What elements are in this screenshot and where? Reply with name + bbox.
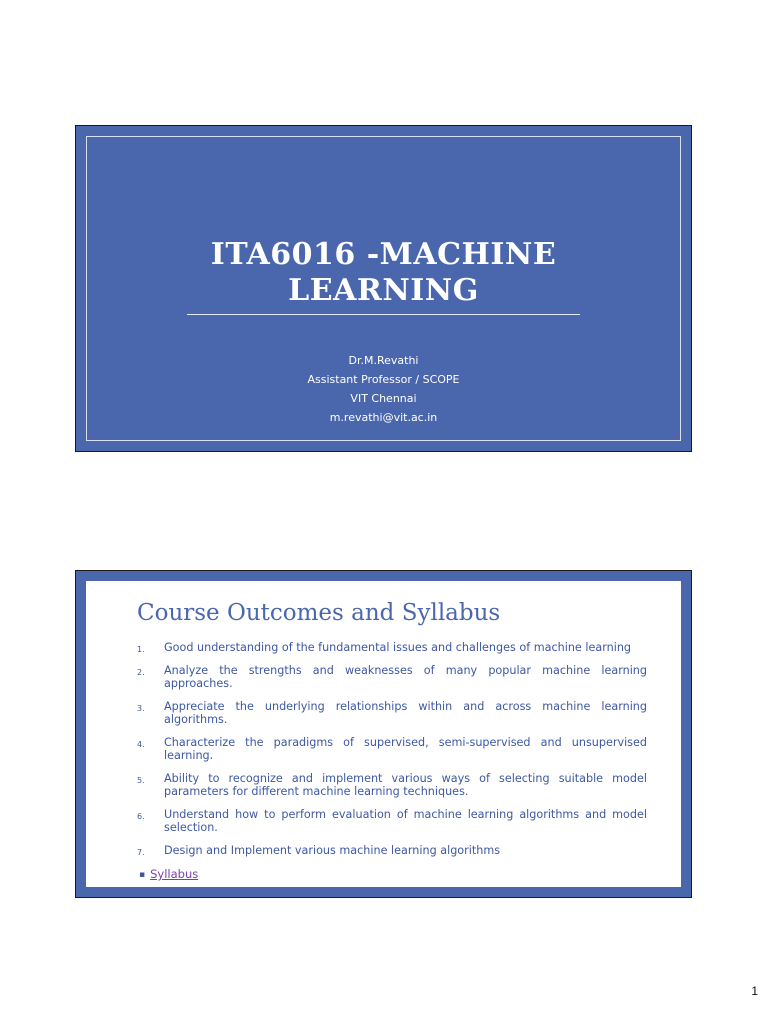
list-item xyxy=(137,736,647,762)
course-title-line1: ITA6016 -MACHINE xyxy=(210,237,557,272)
author-org: VIT Chennai xyxy=(350,392,417,405)
item-text: Design and Implement various machine learning algorithms xyxy=(164,844,501,857)
list-item xyxy=(137,844,647,857)
list-item xyxy=(137,641,647,654)
item-number: 2. xyxy=(137,668,145,677)
outcomes-title: Course Outcomes and Syllabus xyxy=(137,600,501,626)
outcomes-slide xyxy=(75,570,692,898)
item-number: 3. xyxy=(137,704,145,713)
item-text: Analyze the strengths and weaknesses of many popular machine learning approaches. xyxy=(164,664,647,690)
list-item xyxy=(137,772,647,798)
page-number: 1 xyxy=(751,984,758,998)
item-number: 5. xyxy=(137,776,145,785)
item-text: Characterize the paradigms of supervised, semi-supervised and unsupervised learning. xyxy=(164,736,647,762)
course-title xyxy=(87,237,680,309)
title-slide-frame xyxy=(86,136,681,441)
item-number: 4. xyxy=(137,740,145,749)
syllabus-row xyxy=(139,867,198,881)
list-item xyxy=(137,664,647,690)
title-slide xyxy=(75,125,692,452)
title-divider xyxy=(187,314,580,315)
outcomes-list xyxy=(137,641,647,867)
author-email: m.revathi@vit.ac.in xyxy=(329,411,438,424)
list-item xyxy=(137,700,647,726)
item-number: 7. xyxy=(137,848,145,857)
item-number: 6. xyxy=(137,812,145,821)
author-name: Dr.M.Revathi xyxy=(348,354,419,367)
outcomes-panel xyxy=(86,581,681,887)
list-item xyxy=(137,808,647,834)
bullet-icon: ▪ xyxy=(139,870,146,880)
item-text: Good understanding of the fundamental issues and challenges of machine learning xyxy=(164,641,632,654)
author-block xyxy=(87,351,680,427)
author-role: Assistant Professor / SCOPE xyxy=(307,373,460,386)
item-text: Appreciate the underlying relationships within and across machine learning algorithms. xyxy=(164,700,647,726)
item-text: Ability to recognize and implement various ways of selecting suitable model parameters for different machine learning techniques. xyxy=(164,772,647,798)
course-title-line2: LEARNING xyxy=(288,273,479,308)
syllabus-link[interactable]: Syllabus xyxy=(150,867,199,881)
item-number: 1. xyxy=(137,645,145,654)
item-text: Understand how to perform evaluation of machine learning algorithms and model selection. xyxy=(164,808,647,834)
